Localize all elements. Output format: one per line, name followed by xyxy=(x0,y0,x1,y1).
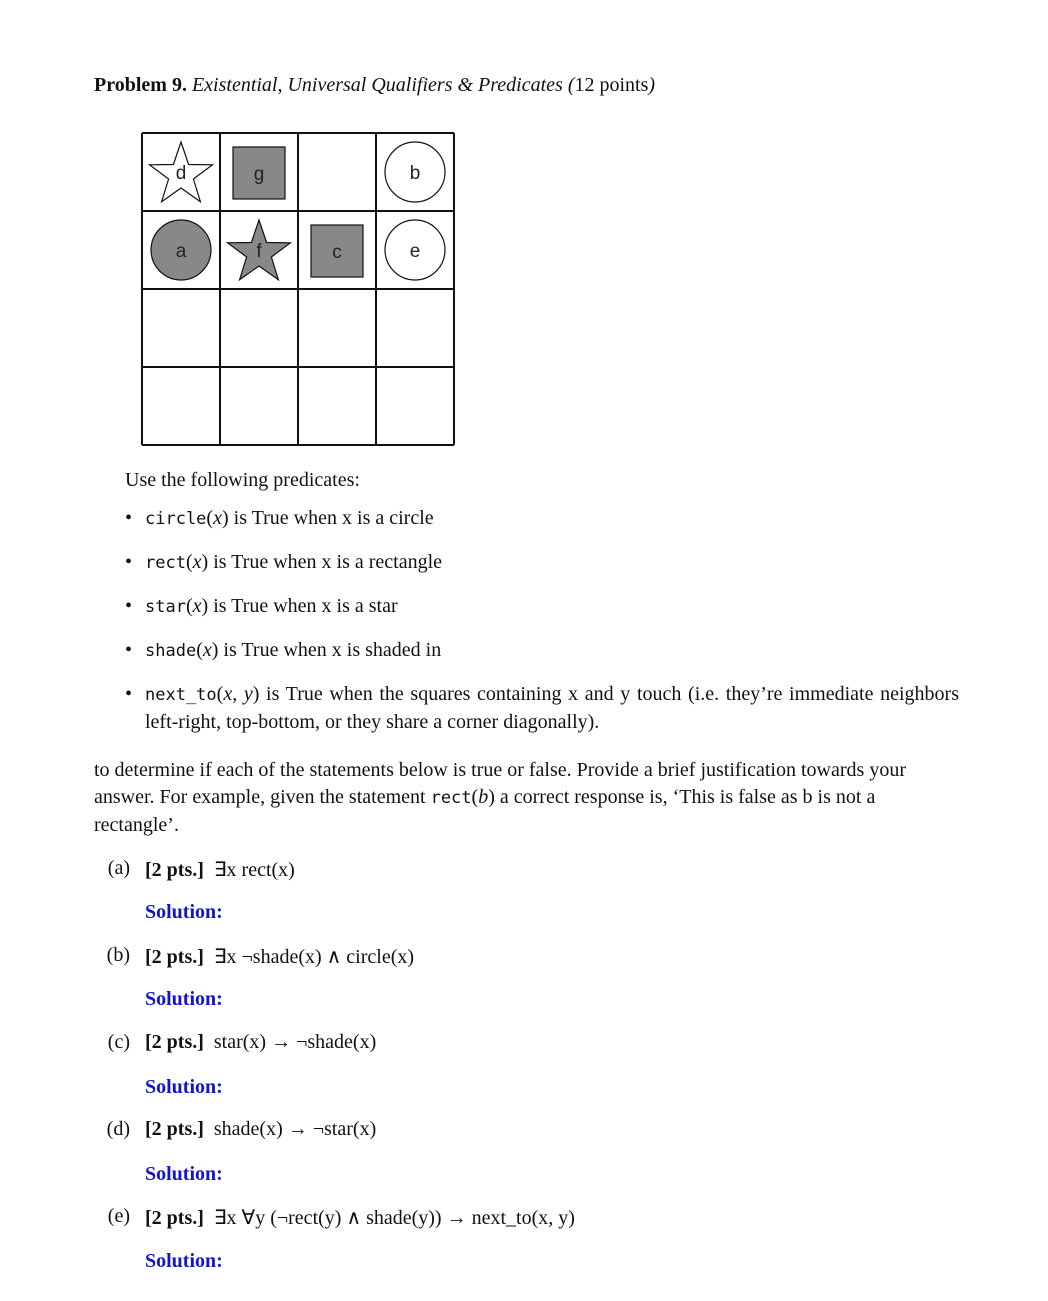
question-body xyxy=(145,857,295,882)
predicate-args: x xyxy=(213,507,222,529)
question-statement: ∃x ¬shade(x) ∧ circle(x) xyxy=(213,946,415,968)
predicate-args: x xyxy=(192,551,202,573)
predicate-item: • star(x) is True when x is a star xyxy=(125,593,959,621)
shape-label-c: c xyxy=(332,242,342,263)
question-body xyxy=(145,1118,376,1141)
question-statement: ∃x rect(x) xyxy=(213,859,295,881)
predicate-fn: circle xyxy=(145,509,207,529)
question-label: (d) xyxy=(106,1118,130,1140)
predicate-item: • circle(x) is True when x is a circle xyxy=(125,505,959,533)
instructions-paragraph: to determine if each of the statements below is true or false. Provide a brief justification towards your answer. For example, given the statement rect(b) a correct response is, ‘This is false as b is not a rectangle’. xyxy=(94,759,906,836)
predicates-intro: Use the following predicates: xyxy=(125,469,360,491)
predicate-args: x xyxy=(202,639,212,661)
question-label: (c) xyxy=(107,1031,130,1053)
shape-label-b: b xyxy=(409,163,421,184)
question-points: [2 pts.] xyxy=(145,1031,204,1053)
predicate-list xyxy=(125,505,959,752)
instructions-before: to determine if each of the statements below is true or false. Provide a brief justification towards your answer. For example, given the statement xyxy=(94,759,906,808)
predicate-desc: is True when x is a circle xyxy=(228,507,434,529)
problem-number: Problem 9. xyxy=(94,74,187,96)
question-body xyxy=(145,944,414,969)
solution-label-a: Solution: xyxy=(145,901,223,923)
problem-points-close: ) xyxy=(648,74,656,96)
predicate-item: • next_to(x, y) is True when the squares containing x and y touch (i.e. they’re immediate neighbors left-right, top-bottom, or they share a corner diagonally). xyxy=(125,681,959,736)
shape-label-a: a xyxy=(175,241,187,262)
shape-grid-figure xyxy=(140,131,456,447)
example-arg: b xyxy=(478,786,489,808)
predicate-desc: is True when x is a rectangle xyxy=(208,551,443,573)
solution-label-b: Solution: xyxy=(145,988,223,1010)
question-points: [2 pts.] xyxy=(145,1207,204,1229)
question-points: [2 pts.] xyxy=(145,946,204,968)
question-statement: shade(x) → ¬star(x) xyxy=(213,1118,377,1140)
predicate-args: x xyxy=(192,595,202,617)
predicate-desc: is True when the squares containing x and y touch (i.e. they’re immediate neighbors left-right, top-bottom, or they share a corner diagonally). xyxy=(145,683,959,733)
solution-label-c: Solution: xyxy=(145,1076,223,1098)
instructions-after: a correct response is, ‘This is false as b is not a rectangle’. xyxy=(94,786,876,836)
shape-label-f: f xyxy=(256,241,262,262)
solution-label-d: Solution: xyxy=(145,1163,223,1185)
predicate-desc: is True when x is shaded in xyxy=(218,639,442,661)
shape-label-e: e xyxy=(409,241,421,262)
predicate-args: x, y xyxy=(223,683,253,705)
question-label: (a) xyxy=(107,857,130,879)
predicate-item: • shade(x) is True when x is shaded in xyxy=(125,637,959,665)
predicate-fn: next_to xyxy=(145,685,217,705)
question-statement: ∃x ∀y (¬rect(y) ∧ shade(y)) → next_to(x, y) xyxy=(213,1207,575,1229)
shape-label-g: g xyxy=(253,164,265,185)
question-body xyxy=(145,1205,575,1230)
solution-label-e: Solution: xyxy=(145,1250,223,1272)
predicate-fn: star xyxy=(145,597,186,617)
question-label: (e) xyxy=(107,1205,130,1227)
question-statement: star(x) → ¬shade(x) xyxy=(213,1031,377,1053)
predicate-fn: shade xyxy=(145,641,197,661)
predicate-desc: is True when x is a star xyxy=(208,595,398,617)
predicate-item: • rect(x) is True when x is a rectangle xyxy=(125,549,959,577)
example-fn: rect xyxy=(430,788,472,808)
problem-title xyxy=(94,74,655,97)
question-body xyxy=(145,1031,376,1054)
question-label: (b) xyxy=(106,944,130,966)
problem-topic: Existential, Universal Qualifiers & Predicates ( xyxy=(191,74,575,96)
question-points: [2 pts.] xyxy=(145,1118,204,1140)
question-points: [2 pts.] xyxy=(145,859,204,881)
shape-label-d: d xyxy=(175,163,187,184)
predicate-fn: rect xyxy=(145,553,186,573)
problem-points: 12 points xyxy=(574,74,649,96)
